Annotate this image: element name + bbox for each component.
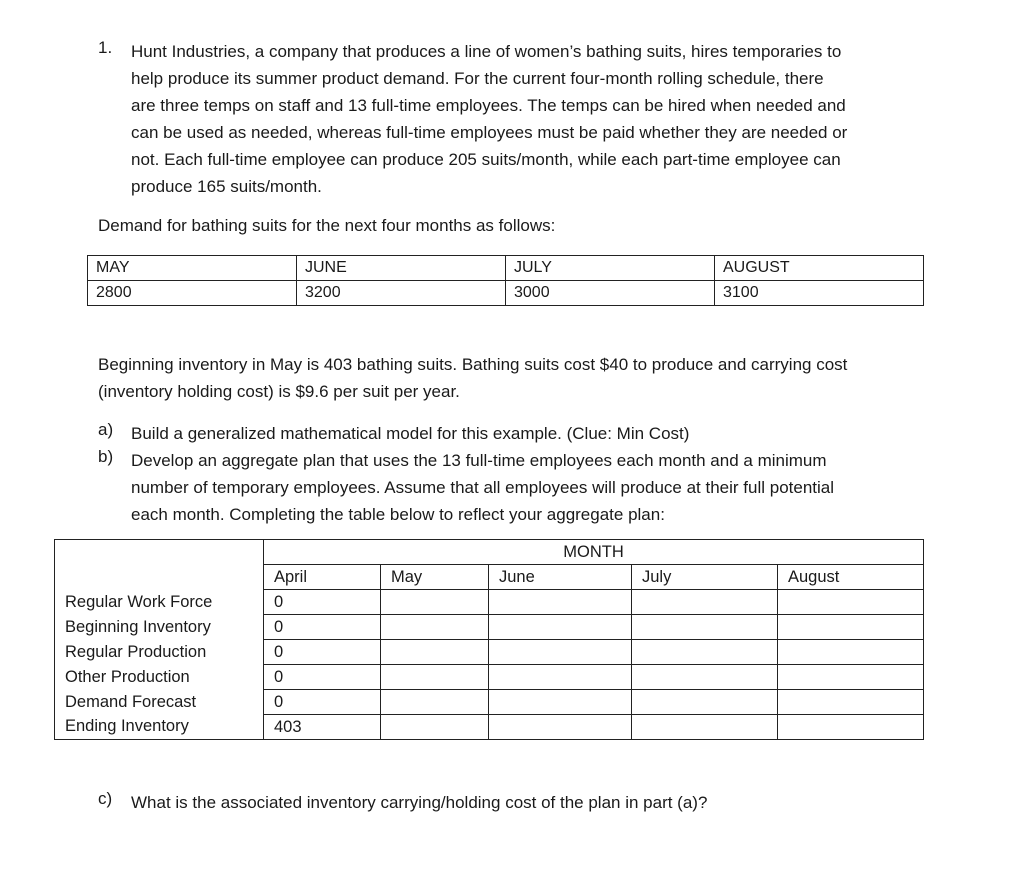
demand-month-may: MAY	[88, 256, 297, 281]
plan-cell-may[interactable]	[381, 690, 489, 715]
part-b-text	[131, 447, 834, 528]
part-b-label: b)	[98, 447, 114, 466]
plan-col-may: May	[381, 565, 489, 590]
plan-row-demand-forecast	[55, 690, 924, 715]
plan-cell-june[interactable]	[489, 715, 632, 740]
plan-row-regular-production	[55, 640, 924, 665]
plan-cell-august[interactable]	[778, 590, 924, 615]
plan-cell-july[interactable]	[632, 590, 778, 615]
plan-cell-may[interactable]	[381, 715, 489, 740]
plan-cell-april: 0	[264, 640, 381, 665]
demand-value-row	[88, 281, 924, 306]
plan-row-label: Other Production	[55, 665, 264, 690]
plan-cell-may[interactable]	[381, 665, 489, 690]
aggregate-plan-table	[54, 539, 924, 740]
part-b-line: each month. Completing the table below to reflect your aggregate plan:	[131, 505, 665, 524]
part-a-text: Build a generalized mathematical model for this example. (Clue: Min Cost)	[131, 424, 690, 443]
part-c-text: What is the associated inventory carrying/holding cost of the plan in part (a)?	[131, 793, 708, 812]
part-b-line: Develop an aggregate plan that uses the 13 full-time employees each month and a minimum	[131, 451, 827, 470]
plan-cell-august[interactable]	[778, 615, 924, 640]
plan-cell-july[interactable]	[632, 640, 778, 665]
question-line: can be used as needed, whereas full-time employees must be paid whether they are needed or	[131, 123, 848, 142]
inventory-line: (inventory holding cost) is $9.6 per suit per year.	[98, 382, 460, 401]
demand-header-row	[88, 256, 924, 281]
plan-row-beginning-inventory	[55, 615, 924, 640]
plan-cell-april: 403	[264, 715, 381, 740]
plan-month-header: MONTH	[264, 540, 924, 565]
plan-cell-may[interactable]	[381, 590, 489, 615]
plan-cell-july[interactable]	[632, 690, 778, 715]
plan-month-header-row	[55, 540, 924, 565]
plan-row-label: Regular Production	[55, 640, 264, 665]
plan-cell-august[interactable]	[778, 665, 924, 690]
plan-cell-july[interactable]	[632, 615, 778, 640]
plan-cell-may[interactable]	[381, 615, 489, 640]
demand-value-july: 3000	[506, 281, 715, 306]
demand-month-july: JULY	[506, 256, 715, 281]
plan-col-april: April	[264, 565, 381, 590]
plan-cell-june[interactable]	[489, 665, 632, 690]
plan-cell-april: 0	[264, 615, 381, 640]
plan-cell-june[interactable]	[489, 615, 632, 640]
part-b-line: number of temporary employees. Assume that all employees will produce at their full potential	[131, 478, 835, 497]
plan-row-regular-work-force	[55, 590, 924, 615]
plan-col-july: July	[632, 565, 778, 590]
demand-table	[87, 255, 924, 306]
plan-label-blank	[55, 565, 264, 590]
plan-corner-cell	[55, 540, 264, 565]
demand-value-may: 2800	[88, 281, 297, 306]
question-number: 1.	[98, 38, 113, 57]
question-line: are three temps on staff and 13 full-time employees. The temps can be hired when needed and	[131, 96, 846, 115]
plan-cell-april: 0	[264, 665, 381, 690]
question-text	[131, 38, 931, 200]
plan-cell-june[interactable]	[489, 590, 632, 615]
demand-value-june: 3200	[297, 281, 506, 306]
demand-month-august: AUGUST	[715, 256, 924, 281]
plan-cell-july[interactable]	[632, 665, 778, 690]
plan-columns-row	[55, 565, 924, 590]
plan-cell-april: 0	[264, 590, 381, 615]
plan-cell-june[interactable]	[489, 640, 632, 665]
plan-col-august: August	[778, 565, 924, 590]
plan-row-other-production	[55, 665, 924, 690]
inventory-paragraph	[98, 351, 938, 405]
plan-row-label: Beginning Inventory	[55, 615, 264, 640]
part-c-label: c)	[98, 789, 113, 808]
plan-cell-july[interactable]	[632, 715, 778, 740]
part-a-label: a)	[98, 420, 114, 439]
question-line: not. Each full-time employee can produce 205 suits/month, while each part-time employee can	[131, 150, 841, 169]
plan-cell-april: 0	[264, 690, 381, 715]
plan-cell-june[interactable]	[489, 690, 632, 715]
demand-intro: Demand for bathing suits for the next four months as follows:	[98, 216, 556, 235]
inventory-line: Beginning inventory in May is 403 bathing suits. Bathing suits cost $40 to produce and carrying cost	[98, 355, 848, 374]
demand-value-august: 3100	[715, 281, 924, 306]
plan-col-june: June	[489, 565, 632, 590]
plan-cell-august[interactable]	[778, 715, 924, 740]
plan-cell-may[interactable]	[381, 640, 489, 665]
question-line: produce 165 suits/month.	[131, 177, 322, 196]
plan-row-ending-inventory	[55, 715, 924, 740]
plan-cell-august[interactable]	[778, 690, 924, 715]
question-line: help produce its summer product demand. For the current four-month rolling schedule, there	[131, 69, 824, 88]
plan-row-label: Ending Inventory	[55, 715, 264, 740]
question-line: Hunt Industries, a company that produces a line of women’s bathing suits, hires temporaries to	[131, 42, 842, 61]
plan-row-label: Demand Forecast	[55, 690, 264, 715]
plan-cell-august[interactable]	[778, 640, 924, 665]
plan-row-label: Regular Work Force	[55, 590, 264, 615]
demand-month-june: JUNE	[297, 256, 506, 281]
